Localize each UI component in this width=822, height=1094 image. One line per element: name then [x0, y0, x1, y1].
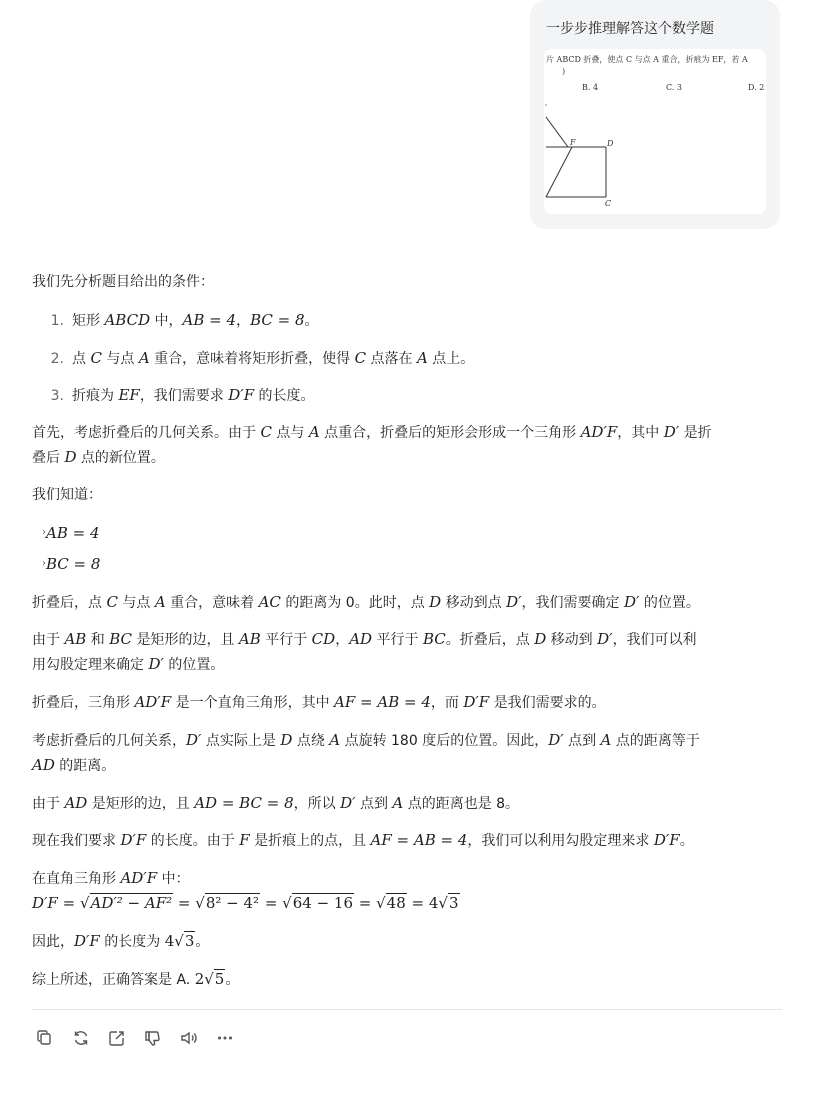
paragraph-3: 折叠后，点 C 与点 A 重合，意味着 AC 的距离为 0。此时，点 D 移动到点 D′，我们需要确定 D′ 的位置。	[32, 593, 700, 611]
dislike-icon[interactable]	[144, 1029, 162, 1047]
divider	[32, 1009, 782, 1010]
paragraph-9: 在直角三角形 AD′F 中： D′F = √AD′² − AF² = √8² − 4² = √64 − 16 = √48 = 4√3	[32, 869, 459, 912]
paragraph-10: 因此，D′F 的长度为 4√3。	[32, 932, 210, 950]
list-item: 3. 折痕为 EF，我们需要求 D′F 的长度。	[50, 386, 315, 404]
user-message-text: 一步步推理解答这个数学题	[546, 21, 714, 37]
question-image[interactable]	[544, 49, 766, 214]
paragraph-5: 折叠后，三角形 AD′F 是一个直角三角形，其中 AF = AB = 4，而 D′F 是我们需要求的。	[32, 693, 606, 711]
list-item: 1. 矩形 ABCD 中，AB = 4，BC = 8。	[50, 311, 319, 329]
paragraph-6: 考虑折叠后的几何关系，D′ 点实际上是 D 点绕 A 点旋转 180 度后的位置。因此，D′ 点到 A 点的距离等于 AD 的距离。	[32, 731, 700, 774]
paragraph-1: 首先，考虑折叠后的几何关系。由于 C 点与 A 点重合，折叠后的矩形会形成一个三角形 AD′F，其中 D′ 是折 叠后 D 点的新位置。	[32, 423, 712, 466]
paragraph-11: 综上所述，正确答案是 A. 2√5。	[32, 970, 240, 988]
label-f: F	[570, 138, 576, 147]
label-c: C	[605, 199, 612, 208]
option-b: B. 4	[582, 83, 599, 92]
list-item: 2. 点 C 与点 A 重合，意味着将矩形折叠，使得 C 点落在 A 点上。	[50, 349, 475, 367]
label-e-mark: '	[545, 103, 547, 111]
option-d: D. 2	[748, 83, 765, 92]
question-line-2: )	[562, 67, 566, 76]
equation: D′F = √AD′² − AF² = √8² − 4² = √64 − 16 = √48 = 4√3	[32, 894, 459, 912]
regenerate-icon[interactable]	[72, 1029, 90, 1047]
paragraph-7: 由于 AD 是矩形的边，且 AD = BC = 8，所以 D′ 点到 A 点的距离也是 8。	[32, 794, 520, 812]
share-icon[interactable]	[108, 1029, 126, 1047]
copy-icon[interactable]	[36, 1029, 54, 1047]
list-item: › BC = 8	[42, 555, 101, 573]
answer-intro: 我们先分析题目给出的条件：	[32, 274, 214, 290]
question-figure	[544, 49, 766, 214]
read-aloud-icon[interactable]	[180, 1029, 198, 1047]
user-message-bubble	[530, 0, 780, 229]
paragraph-2: 我们知道：	[32, 487, 102, 503]
paragraph-4: 由于 AB 和 BC 是矩形的边，且 AB 平行于 CD，AD 平行于 BC。折叠后，点 D 移动到 D′，我们可以利 用勾股定理来确定 D′ 的位置。	[32, 630, 697, 673]
more-icon[interactable]	[216, 1029, 234, 1047]
question-line-1: 片 ABCD 折叠，使点 C 与点 A 重合，折痕为 EF，若 A	[546, 55, 748, 64]
option-c: C. 3	[666, 83, 683, 92]
label-d: D	[607, 139, 614, 148]
paragraph-8: 现在我们要求 D′F 的长度。由于 F 是折痕上的点，且 AF = AB = 4，我们可以利用勾股定理来求 D′F。	[32, 831, 694, 849]
list-item: › AB = 4	[42, 524, 100, 542]
